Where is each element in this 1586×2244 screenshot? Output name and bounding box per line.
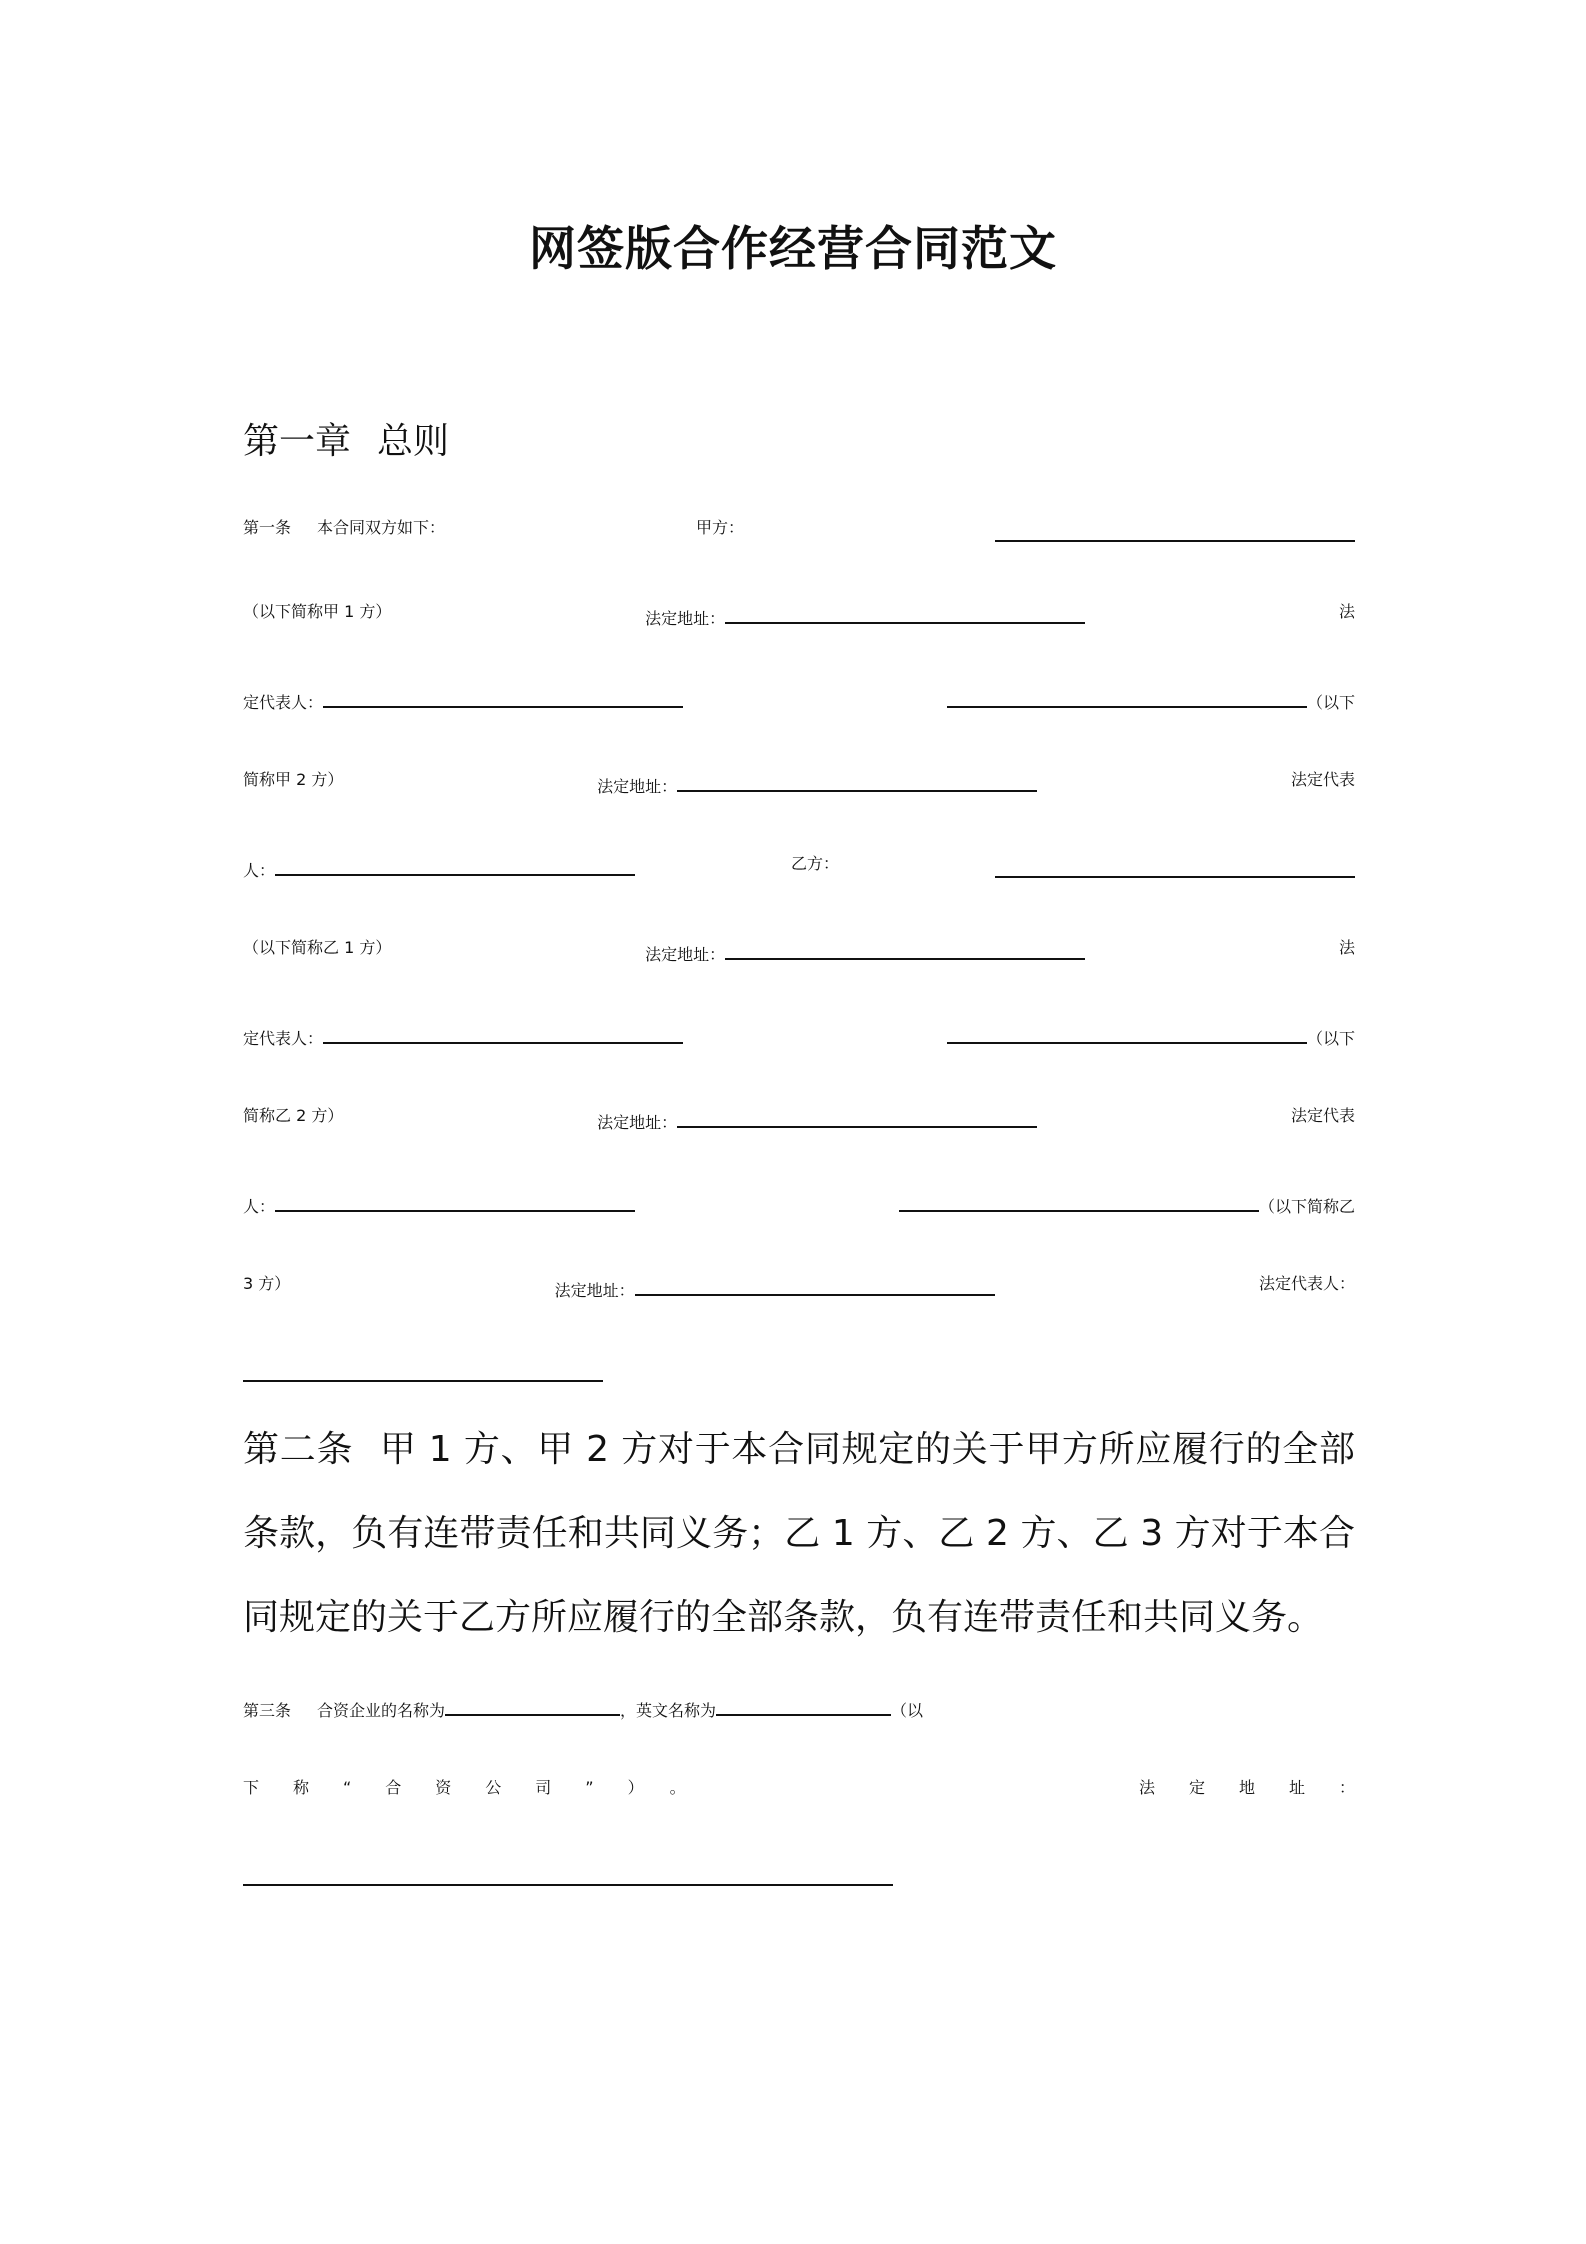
b2-rep-blank	[275, 1180, 635, 1212]
a2-rep-label-part2: 人：	[243, 860, 276, 880]
b1-rep-blank	[323, 1012, 683, 1044]
article-3-head: 第三条	[243, 1700, 292, 1720]
party-b3-blank	[899, 1180, 1259, 1212]
article-1-head: 第一条	[243, 517, 292, 537]
a2-alias-open: （以下	[1306, 692, 1355, 712]
a2-address-label: 法定地址：	[597, 776, 678, 796]
article-3-line-1	[243, 1660, 1355, 1744]
article-1-line-5	[243, 820, 1355, 904]
article-1-line-3	[243, 652, 1355, 736]
company-name-blank	[445, 1684, 620, 1716]
article-1-line-4	[243, 736, 1355, 820]
b3-address-label: 法定地址：	[554, 1280, 635, 1300]
article-1-line-9	[243, 1156, 1355, 1240]
party-b2-blank	[947, 1012, 1307, 1044]
a1-address-blank	[725, 592, 1085, 624]
article-3	[243, 1660, 1389, 1912]
company-name-label: 合资企业的名称为	[317, 1700, 446, 1720]
a1-rep-blank	[323, 676, 683, 708]
party-b-label: 乙方：	[791, 853, 840, 873]
b2-address-label: 法定地址：	[597, 1112, 678, 1132]
company-en-blank	[716, 1684, 891, 1716]
b1-rep-label-part2: 定代表人：	[243, 1028, 324, 1048]
company-address-blank	[243, 1854, 893, 1886]
b2-alias-open: （以下	[1306, 1028, 1355, 1048]
article-2-head: 第二条	[243, 1429, 354, 1470]
company-alias-rest: 下称“合资公司”）。	[243, 1777, 720, 1797]
document-title: 网签版合作经营合同范文	[529, 222, 1057, 277]
company-alias-open: （以	[891, 1700, 924, 1720]
article-1-line-8	[243, 1072, 1355, 1156]
article-1-line-6	[243, 904, 1355, 988]
b2-rep-label-part1: 法定代表	[1290, 1105, 1355, 1125]
a1-rep-label-part1: 法	[1338, 601, 1355, 621]
article-2	[243, 1408, 1355, 1660]
company-address-label: 法定地址：	[1138, 1777, 1389, 1797]
party-a-label: 甲方：	[696, 517, 745, 537]
party-b2-alias: 简称乙 2 方）	[243, 1105, 344, 1125]
party-b3-alias: 3 方）	[243, 1273, 291, 1293]
a2-address-blank	[677, 760, 1037, 792]
b2-rep-label-part2: 人：	[243, 1196, 276, 1216]
b1-address-label: 法定地址：	[645, 944, 726, 964]
article-1-line-11	[243, 1324, 1355, 1408]
chapter-name: 总则	[377, 421, 450, 462]
chapter-heading	[243, 400, 1355, 484]
article-2-text: 甲 1 方、甲 2 方对于本合同规定的关于甲方所应履行的全部条款，负有连带责任和共同义务；乙 1 方、乙 2 方、乙 3 方对于本合同规定的关于乙方所应履行的全部条款，负有连带责任和共同义务。	[243, 1429, 1355, 1638]
article-1-line-1	[243, 484, 1355, 568]
b2-address-blank	[677, 1096, 1037, 1128]
article-1	[243, 484, 1355, 1408]
party-a1-alias: （以下简称甲 1 方）	[243, 601, 392, 621]
article-1-line-7	[243, 988, 1355, 1072]
b1-rep-label-part1: 法	[1338, 937, 1355, 957]
a1-rep-label-part2: 定代表人：	[243, 692, 324, 712]
b3-rep-blank	[243, 1350, 603, 1382]
party-b1-blank	[995, 846, 1355, 878]
b3-rep-label: 法定代表人：	[1258, 1273, 1355, 1293]
article-1-line-10	[243, 1240, 1355, 1324]
article-1-intro: 本合同双方如下：	[317, 517, 446, 537]
party-a2-blank	[947, 676, 1307, 708]
b3-alias-open: （以下简称乙	[1258, 1196, 1355, 1216]
a2-rep-blank	[275, 844, 635, 876]
document-body	[243, 400, 1389, 1912]
article-3-line-2	[243, 1744, 1389, 1828]
article-3-line-3	[243, 1828, 1355, 1912]
a2-rep-label-part1: 法定代表	[1290, 769, 1355, 789]
a1-address-label: 法定地址：	[645, 608, 726, 628]
b1-address-blank	[725, 928, 1085, 960]
party-b1-alias: （以下简称乙 1 方）	[243, 937, 392, 957]
chapter-number: 第一章	[243, 421, 352, 462]
article-1-line-2	[243, 568, 1355, 652]
party-a2-alias: 简称甲 2 方）	[243, 769, 344, 789]
b3-address-blank	[635, 1264, 995, 1296]
company-en-label: ，英文名称为	[620, 1700, 717, 1720]
party-a1-blank	[995, 510, 1355, 542]
